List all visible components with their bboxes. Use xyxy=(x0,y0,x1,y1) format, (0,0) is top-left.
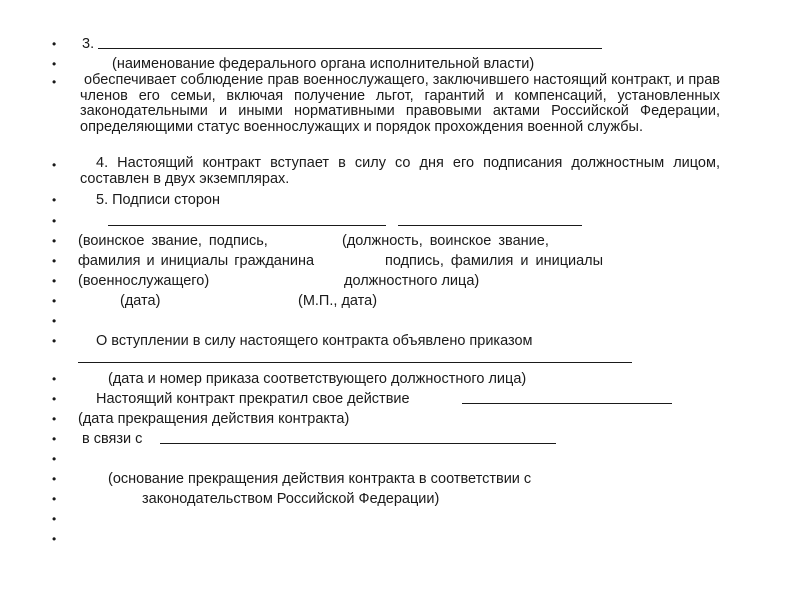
official-caption-3: должностного лица) xyxy=(344,273,480,289)
order-caption: (дата и номер приказа соответствующего должностного лица) xyxy=(108,371,527,387)
bullet-icon: • xyxy=(52,452,57,466)
bullet-icon: • xyxy=(52,75,57,89)
bullet-icon: • xyxy=(52,412,57,426)
termination-date-caption: (дата прекращения действия контракта) xyxy=(78,411,350,427)
bullet-icon: • xyxy=(52,37,57,51)
bullet-icon: • xyxy=(52,372,57,386)
rights-paragraph: обеспечивает соблюдение прав военнослужащего, заключившего настоящий контракт, и прав членов его семьи, включая получение льгот, гарантий и компенсаций, установленных законодательными и иными нормативными правовыми актами Российской Федерации, определяющими статус военнослужащих и порядок прохождения военной службы. xyxy=(80,72,720,135)
bullet-icon: • xyxy=(52,294,57,308)
official-caption-2: подпись, фамилия и инициалы xyxy=(385,253,604,269)
bullet-icon: • xyxy=(52,512,57,526)
bullet-icon: • xyxy=(52,532,57,546)
serviceman-caption-1: (воинское звание, подпись, xyxy=(78,233,268,249)
bullet-icon: • xyxy=(52,314,57,328)
bullet-icon: • xyxy=(52,254,57,268)
reason-blank-line xyxy=(160,431,556,444)
termination-date-blank-line xyxy=(462,391,672,404)
bullet-icon: • xyxy=(52,492,57,506)
official-caption-1: (должность, воинское звание, xyxy=(342,233,549,249)
bullet-icon: • xyxy=(52,57,57,71)
bullet-icon: • xyxy=(52,472,57,486)
agency-caption: (наименование федерального органа исполнительной власти) xyxy=(112,56,535,72)
official-signature-line xyxy=(398,213,582,226)
bullet-icon: • xyxy=(52,158,57,172)
agency-blank-line xyxy=(98,36,602,49)
reason-caption-2: законодательством Российской Федерации) xyxy=(142,491,440,507)
bullet-icon: • xyxy=(52,234,57,248)
official-stamp-date-caption: (М.П., дата) xyxy=(298,293,378,309)
serviceman-caption-3: (военнослужащего) xyxy=(78,273,210,289)
reason-caption-1: (основание прекращения действия контракта в соответствии с xyxy=(108,471,532,487)
bullet-icon: • xyxy=(52,274,57,288)
order-announcement-text: О вступлении в силу настоящего контракта объявлено приказом xyxy=(96,333,533,349)
reason-label: в связи с xyxy=(82,431,143,447)
bullet-icon: • xyxy=(52,334,57,348)
bullet-icon: • xyxy=(52,432,57,446)
serviceman-date-caption: (дата) xyxy=(120,293,161,309)
bullet-icon: • xyxy=(52,214,57,228)
item-3-number: 3. xyxy=(82,36,95,52)
bullet-icon: • xyxy=(52,193,57,207)
signatures-heading: 5. Подписи сторон xyxy=(96,192,221,208)
bullet-icon: • xyxy=(52,392,57,406)
order-blank-line xyxy=(78,350,632,363)
serviceman-signature-line xyxy=(108,213,386,226)
item-4-paragraph: 4. Настоящий контракт вступает в силу со дня его подписания должностным лицом, составлен в двух экземплярах. xyxy=(80,155,720,187)
termination-text: Настоящий контракт прекратил свое действие xyxy=(96,391,410,407)
serviceman-caption-2: фамилия и инициалы гражданина xyxy=(78,253,315,269)
